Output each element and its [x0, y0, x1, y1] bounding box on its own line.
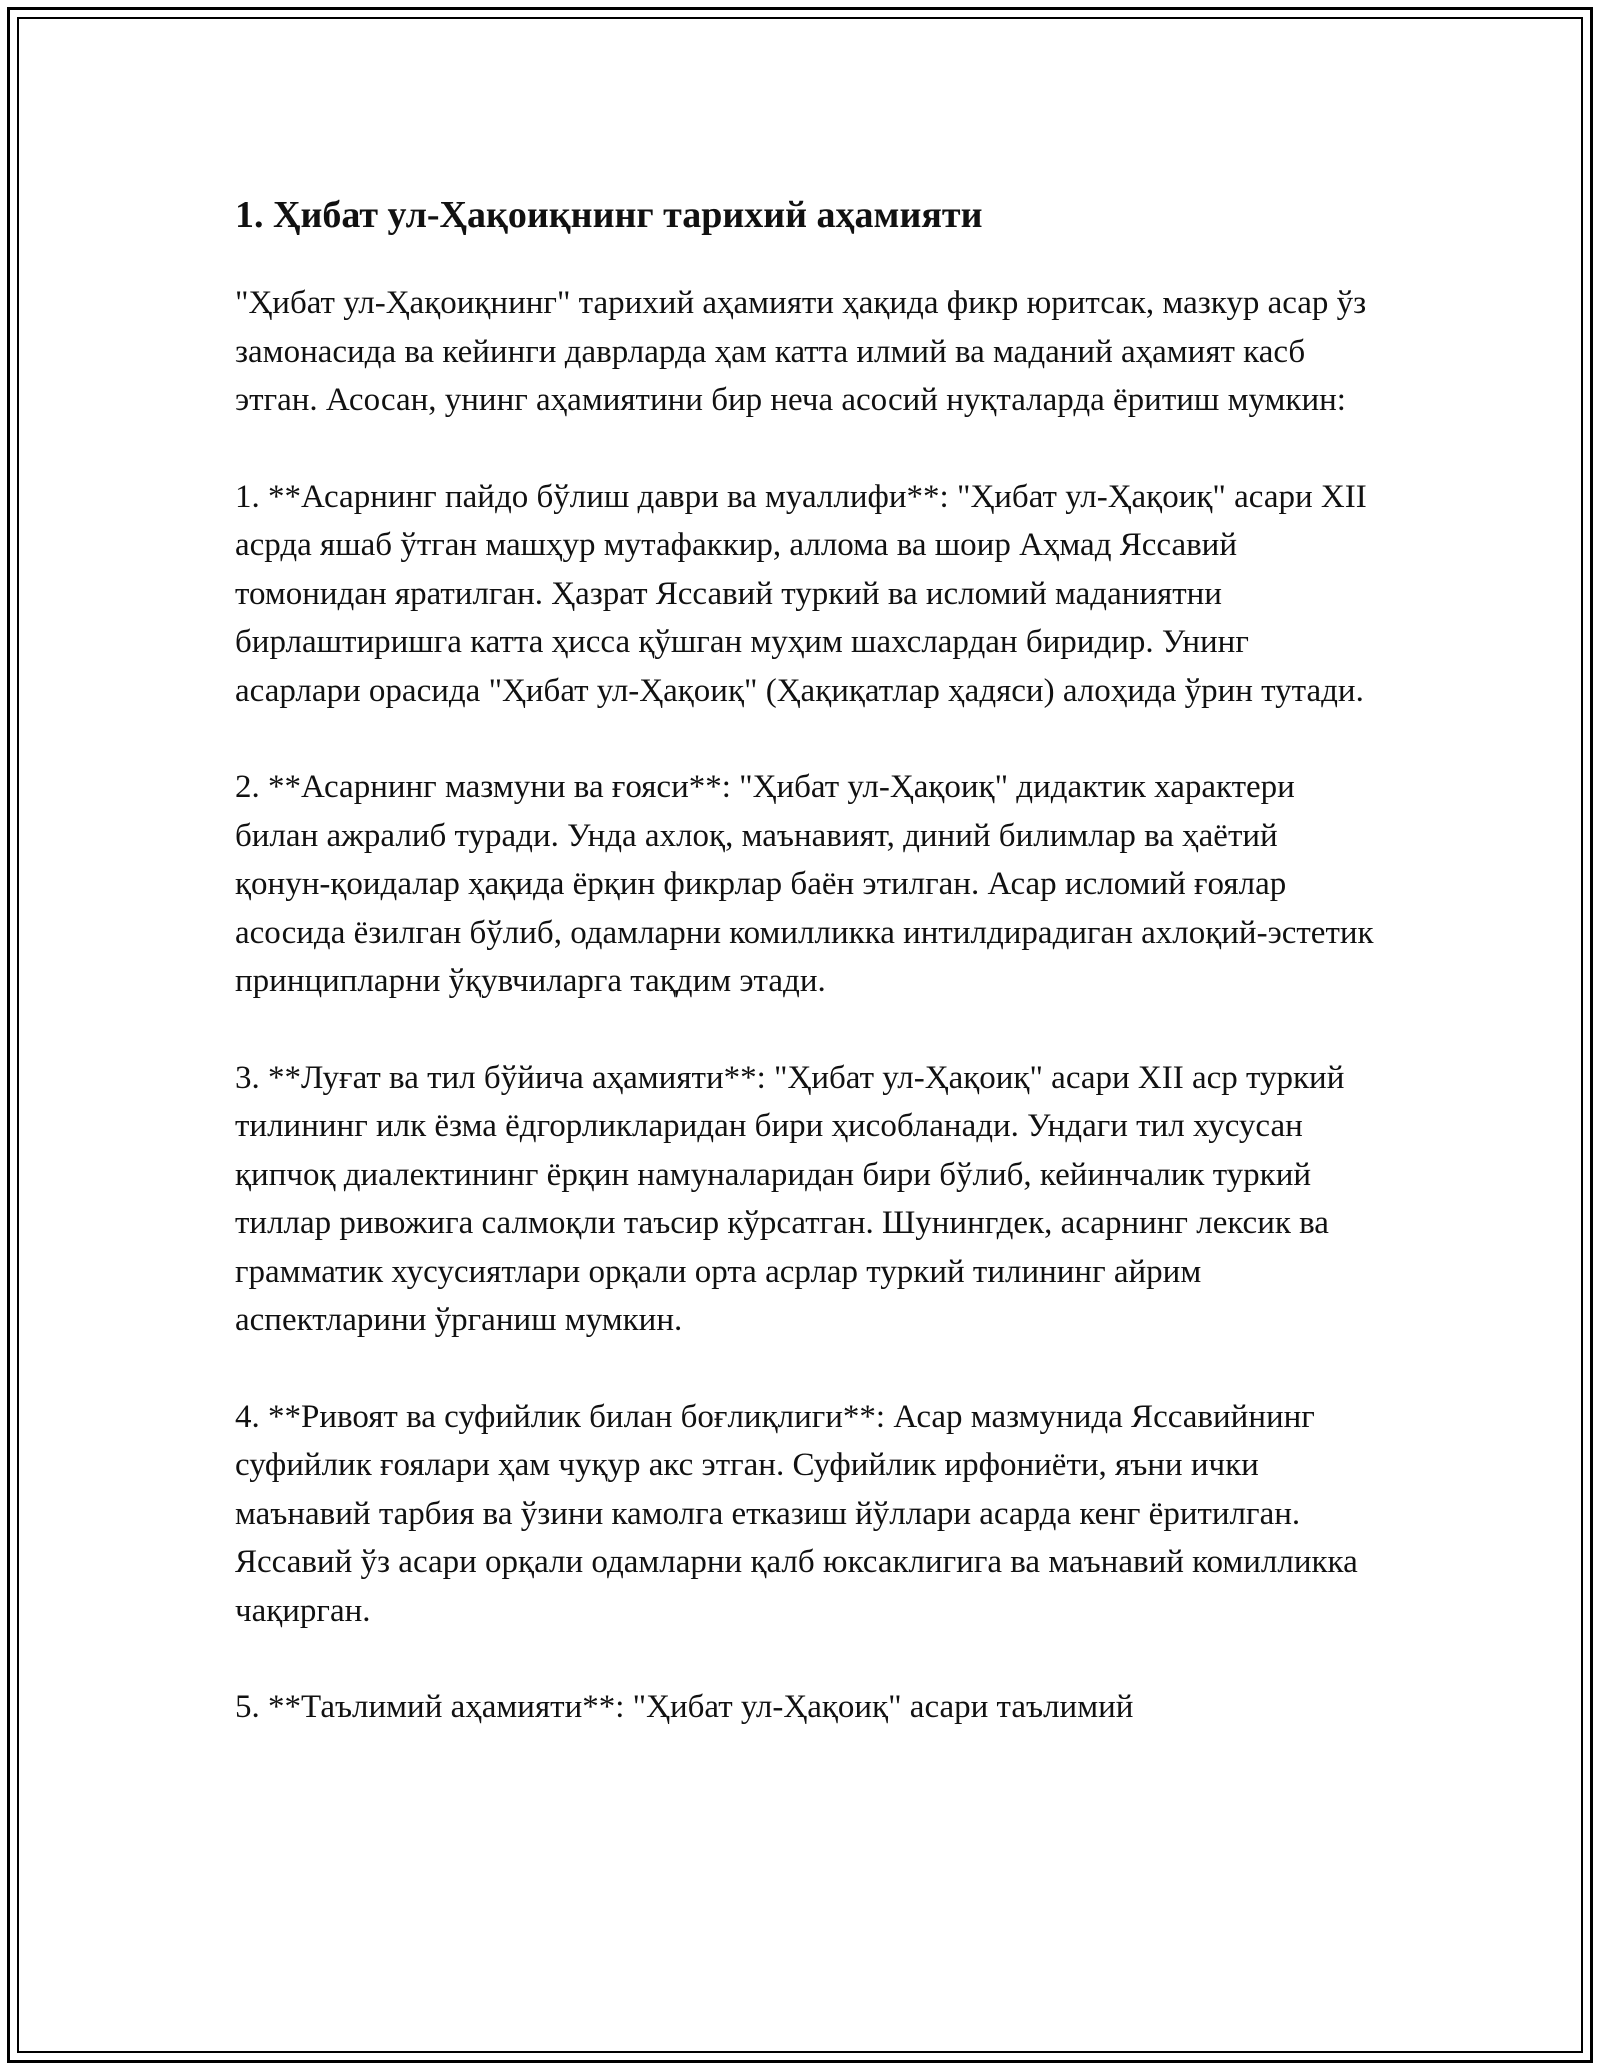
document-body	[235, 185, 1375, 1732]
list-item-1-paragraph: 1. **Асарнинг пайдо бўлиш даври ва муаллифи**: "Ҳибат ул-Ҳақоиқ" асари XII асрда яшаб ўтган машҳур мутафаккир, аллома ва шоир Аҳмад Яссавий томонидан яратилган. Ҳазрат Яссавий туркий ва исломий маданиятни бирлаштиришга катта ҳисса қўшган муҳим шахслардан биридир. Унинг асарлари орасида "Ҳибат ул-Ҳақоиқ" (Ҳақиқатлар ҳадяси) алоҳида ўрин тутади.	[235, 478, 1367, 709]
list-item-5-paragraph: 5. **Таълимий аҳамияти**: "Ҳибат ул-Ҳақоиқ" асари таълимий	[235, 1689, 1134, 1725]
list-item-3-paragraph: 3. **Луғат ва тил бўйича аҳамияти**: "Ҳибат ул-Ҳақоиқ" асари XII аср туркий тилининг илк ёзма ёдгорликларидан бири ҳисобланади. Ундаги тил хусусан қипчоқ диалектининг ёрқин намуналаридан бири бўлиб, кейинчалик туркий тиллар ривожига салмоқли таъсир кўрсатган. Шунингдек, асарнинг лексик ва грамматик хусусиятлари орқали орта асрлар туркий тилининг айрим аспектларини ўрганиш мумкин.	[235, 1059, 1345, 1338]
list-item-4-paragraph: 4. **Ривоят ва суфийлик билан боғлиқлиги**: Асар мазмунида Яссавийнинг суфийлик ғоялари ҳам чуқур акс этган. Суфийлик ирфониёти, яъни ички маънавий тарбия ва ўзини камолга етказиш йўллари асарда кенг ёритилган. Яссавий ўз асари орқали одамларни қалб юксаклигига ва маънавий комилликка чақирган.	[235, 1398, 1358, 1629]
section-heading: 1. Ҳибат ул-Ҳақоиқнинг тарихий аҳамияти	[235, 194, 983, 236]
intro-paragraph: "Ҳибат ул-Ҳақоиқнинг" тарихий аҳамияти ҳақида фикр юритсак, мазкур асар ўз замонасида ва кейинги даврларда ҳам катта илмий ва маданий аҳамият касб этган. Асосан, унинг аҳамиятини бир неча асосий нуқталарда ёритиш мумкин:	[235, 285, 1367, 418]
list-item-2-paragraph: 2. **Асарнинг мазмуни ва ғояси**: "Ҳибат ул-Ҳақоиқ" дидактик характери билан ажралиб туради. Унда ахлоқ, маънавият, диний билимлар ва ҳаётий қонун-қоидалар ҳақида ёрқин фикрлар баён этилган. Асар исломий ғоялар асосида ёзилган бўлиб, одамларни комилликка интилдирадиган ахлоқий-эстетик принципларни ўқувчиларга тақдим этади.	[235, 769, 1374, 999]
